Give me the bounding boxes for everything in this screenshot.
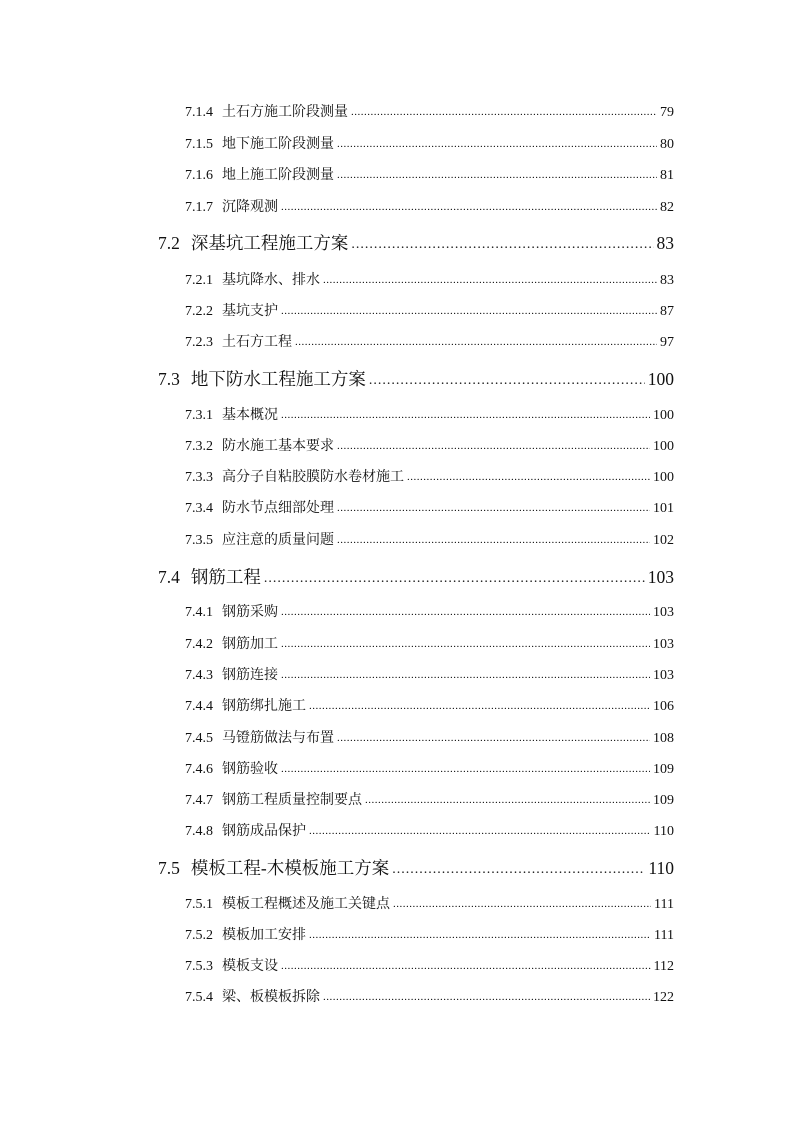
toc-entry-title: 模板支设 [222,959,278,974]
toc-entry-number: 7.3.4 [185,501,213,516]
toc-entry-title: 沉降观测 [222,200,278,215]
toc-entry[interactable] [185,820,674,840]
dot-leader [309,927,651,943]
toc-entry-title: 地下防水工程施工方案 [190,369,366,389]
dot-leader [295,334,657,350]
toc-entry[interactable] [185,300,674,320]
dot-leader [337,167,657,183]
toc-entry[interactable] [185,758,674,778]
dot-leader [369,368,645,389]
toc-entry-number: 7.4.3 [185,668,213,683]
toc-entry-title: 土石方工程 [222,335,292,350]
toc-entry[interactable] [185,529,674,549]
toc-entry[interactable] [185,196,674,216]
dot-leader [281,667,650,683]
toc-entry[interactable] [185,466,674,486]
dot-leader [309,823,651,839]
toc-entry-page: 112 [653,959,674,974]
toc-entry-title: 钢筋绑扎施工 [222,699,306,714]
toc-section-entry[interactable] [158,564,674,589]
toc-entry-number: 7.4.6 [185,762,213,777]
dot-leader [281,407,650,423]
toc-entry[interactable] [185,601,674,621]
toc-entry-page: 82 [660,200,674,215]
toc-entry[interactable] [185,497,674,517]
toc-entry-title: 防水节点细部处理 [222,501,334,516]
toc-entry-page: 100 [647,369,674,389]
dot-leader [393,896,651,912]
toc-entry-page: 103 [653,668,674,683]
toc-entry[interactable] [185,269,674,289]
toc-entry-page: 122 [653,990,674,1005]
toc-entry-title: 马镫筋做法与布置 [222,731,334,746]
toc-entry-page: 109 [653,793,674,808]
toc-entry-page: 103 [653,637,674,652]
dot-leader [281,199,657,215]
toc-entry-title: 钢筋加工 [222,637,278,652]
toc-entry-page: 103 [647,567,674,587]
toc-entry-number: 7.4.1 [185,605,213,620]
toc-entry-number: 7.3.3 [185,470,213,485]
toc-entry-number: 7.2.1 [185,273,213,288]
toc-entry-number: 7.3.1 [185,408,213,423]
toc-entry[interactable] [185,133,674,153]
toc-entry[interactable] [185,101,674,121]
dot-leader [337,500,650,516]
toc-entry-title: 钢筋成品保护 [222,824,306,839]
dot-leader [323,272,657,288]
dot-leader [351,232,653,253]
toc-entry-number: 7.2.3 [185,335,213,350]
toc-entry-title: 基坑降水、排水 [222,273,320,288]
toc-entry-page: 103 [653,605,674,620]
toc-entry[interactable] [185,404,674,424]
toc-entry-title: 土石方施工阶段测量 [222,105,348,120]
toc-entry-title: 钢筋工程 [190,567,261,587]
toc-entry-page: 80 [660,137,674,152]
toc-entry-page: 111 [654,897,674,912]
toc-section-entry[interactable] [158,366,674,391]
toc-entry-title: 地上施工阶段测量 [222,168,334,183]
toc-entry-number: 7.4.8 [185,824,213,839]
toc-entry-number: 7.5.2 [185,928,213,943]
toc-entry[interactable] [185,164,674,184]
toc-entry-title: 钢筋连接 [222,668,278,683]
toc-entry-page: 106 [653,699,674,714]
toc-entry-title: 地下施工阶段测量 [222,137,334,152]
toc-entry-page: 81 [660,168,674,183]
toc-entry-page: 83 [660,273,674,288]
toc-entry-number: 7.5 [158,858,180,878]
toc-entry-page: 111 [654,928,674,943]
toc-entry-number: 7.4.5 [185,731,213,746]
dot-leader [337,438,650,454]
toc-entry-number: 7.1.4 [185,105,213,120]
toc-entry-number: 7.4.2 [185,637,213,652]
toc-entry-title: 应注意的质量问题 [222,533,334,548]
toc-entry[interactable] [185,664,674,684]
toc-entry-title: 深基坑工程施工方案 [190,233,349,253]
dot-leader [323,989,650,1005]
toc-entry-number: 7.4.4 [185,699,213,714]
dot-leader [281,636,650,652]
toc-entry-page: 110 [648,858,674,878]
dot-leader [281,303,657,319]
toc-entry-number: 7.1.5 [185,137,213,152]
toc-entry-number: 7.2 [158,233,180,253]
toc-entry-title: 防水施工基本要求 [222,439,334,454]
toc-entry-number: 7.5.1 [185,897,213,912]
dot-leader [337,136,657,152]
toc-entry-number: 7.3.2 [185,439,213,454]
toc-entry-page: 102 [653,533,674,548]
toc-entry-title: 高分子自粘胶膜防水卷材施工 [222,470,404,485]
toc-entry-number: 7.1.7 [185,200,213,215]
toc-entry[interactable] [185,435,674,455]
toc-entry-number: 7.3.5 [185,533,213,548]
toc-entry-page: 83 [656,233,674,253]
toc-section-entry[interactable] [158,230,674,255]
toc-entry[interactable] [185,695,674,715]
dot-leader [365,792,650,808]
toc-entry-title: 梁、板模板拆除 [222,990,320,1005]
toc-entry-page: 109 [653,762,674,777]
toc-entry-number: 7.4.7 [185,793,213,808]
dot-leader [264,566,645,587]
toc-entry-title: 基坑支护 [222,304,278,319]
toc-entry-page: 100 [653,408,674,423]
toc-entry-title: 钢筋采购 [222,605,278,620]
dot-leader [351,104,657,120]
toc-entry-number: 7.3 [158,369,180,389]
toc-entry-page: 100 [653,439,674,454]
toc-entry[interactable] [185,789,674,809]
toc-entry-page: 101 [653,501,674,516]
toc-entry-title: 钢筋验收 [222,762,278,777]
dot-leader [392,857,645,878]
toc-entry-title: 钢筋工程质量控制要点 [222,793,362,808]
dot-leader [281,604,650,620]
dot-leader [337,532,650,548]
toc-entry[interactable] [185,331,674,351]
toc-entry[interactable] [185,893,674,913]
toc-entry-number: 7.2.2 [185,304,213,319]
toc-entry-page: 100 [653,470,674,485]
dot-leader [281,958,651,974]
toc-entry-page: 87 [660,304,674,319]
dot-leader [309,698,650,714]
toc-entry-page: 108 [653,731,674,746]
dot-leader [337,730,650,746]
toc-entry-number: 7.5.3 [185,959,213,974]
toc-entry-page: 97 [660,335,674,350]
dot-leader [407,469,650,485]
toc-entry-title: 模板加工安排 [222,928,306,943]
toc-entry-number: 7.4 [158,567,180,587]
dot-leader [281,761,650,777]
toc-entry[interactable] [185,924,674,944]
toc-entry-page: 110 [653,824,674,839]
toc-section-entry[interactable] [158,855,674,880]
toc-entry-title: 基本概况 [222,408,278,423]
toc-entry[interactable] [185,986,674,1006]
toc-entry-number: 7.5.4 [185,990,213,1005]
toc-entry-title: 模板工程概述及施工关键点 [222,897,390,912]
toc-entry-number: 7.1.6 [185,168,213,183]
toc-entry-page: 79 [660,105,674,120]
toc-entry[interactable] [185,633,674,653]
toc-entry-title: 模板工程-木模板施工方案 [190,858,390,878]
toc-entry[interactable] [185,955,674,975]
toc-entry[interactable] [185,727,674,747]
